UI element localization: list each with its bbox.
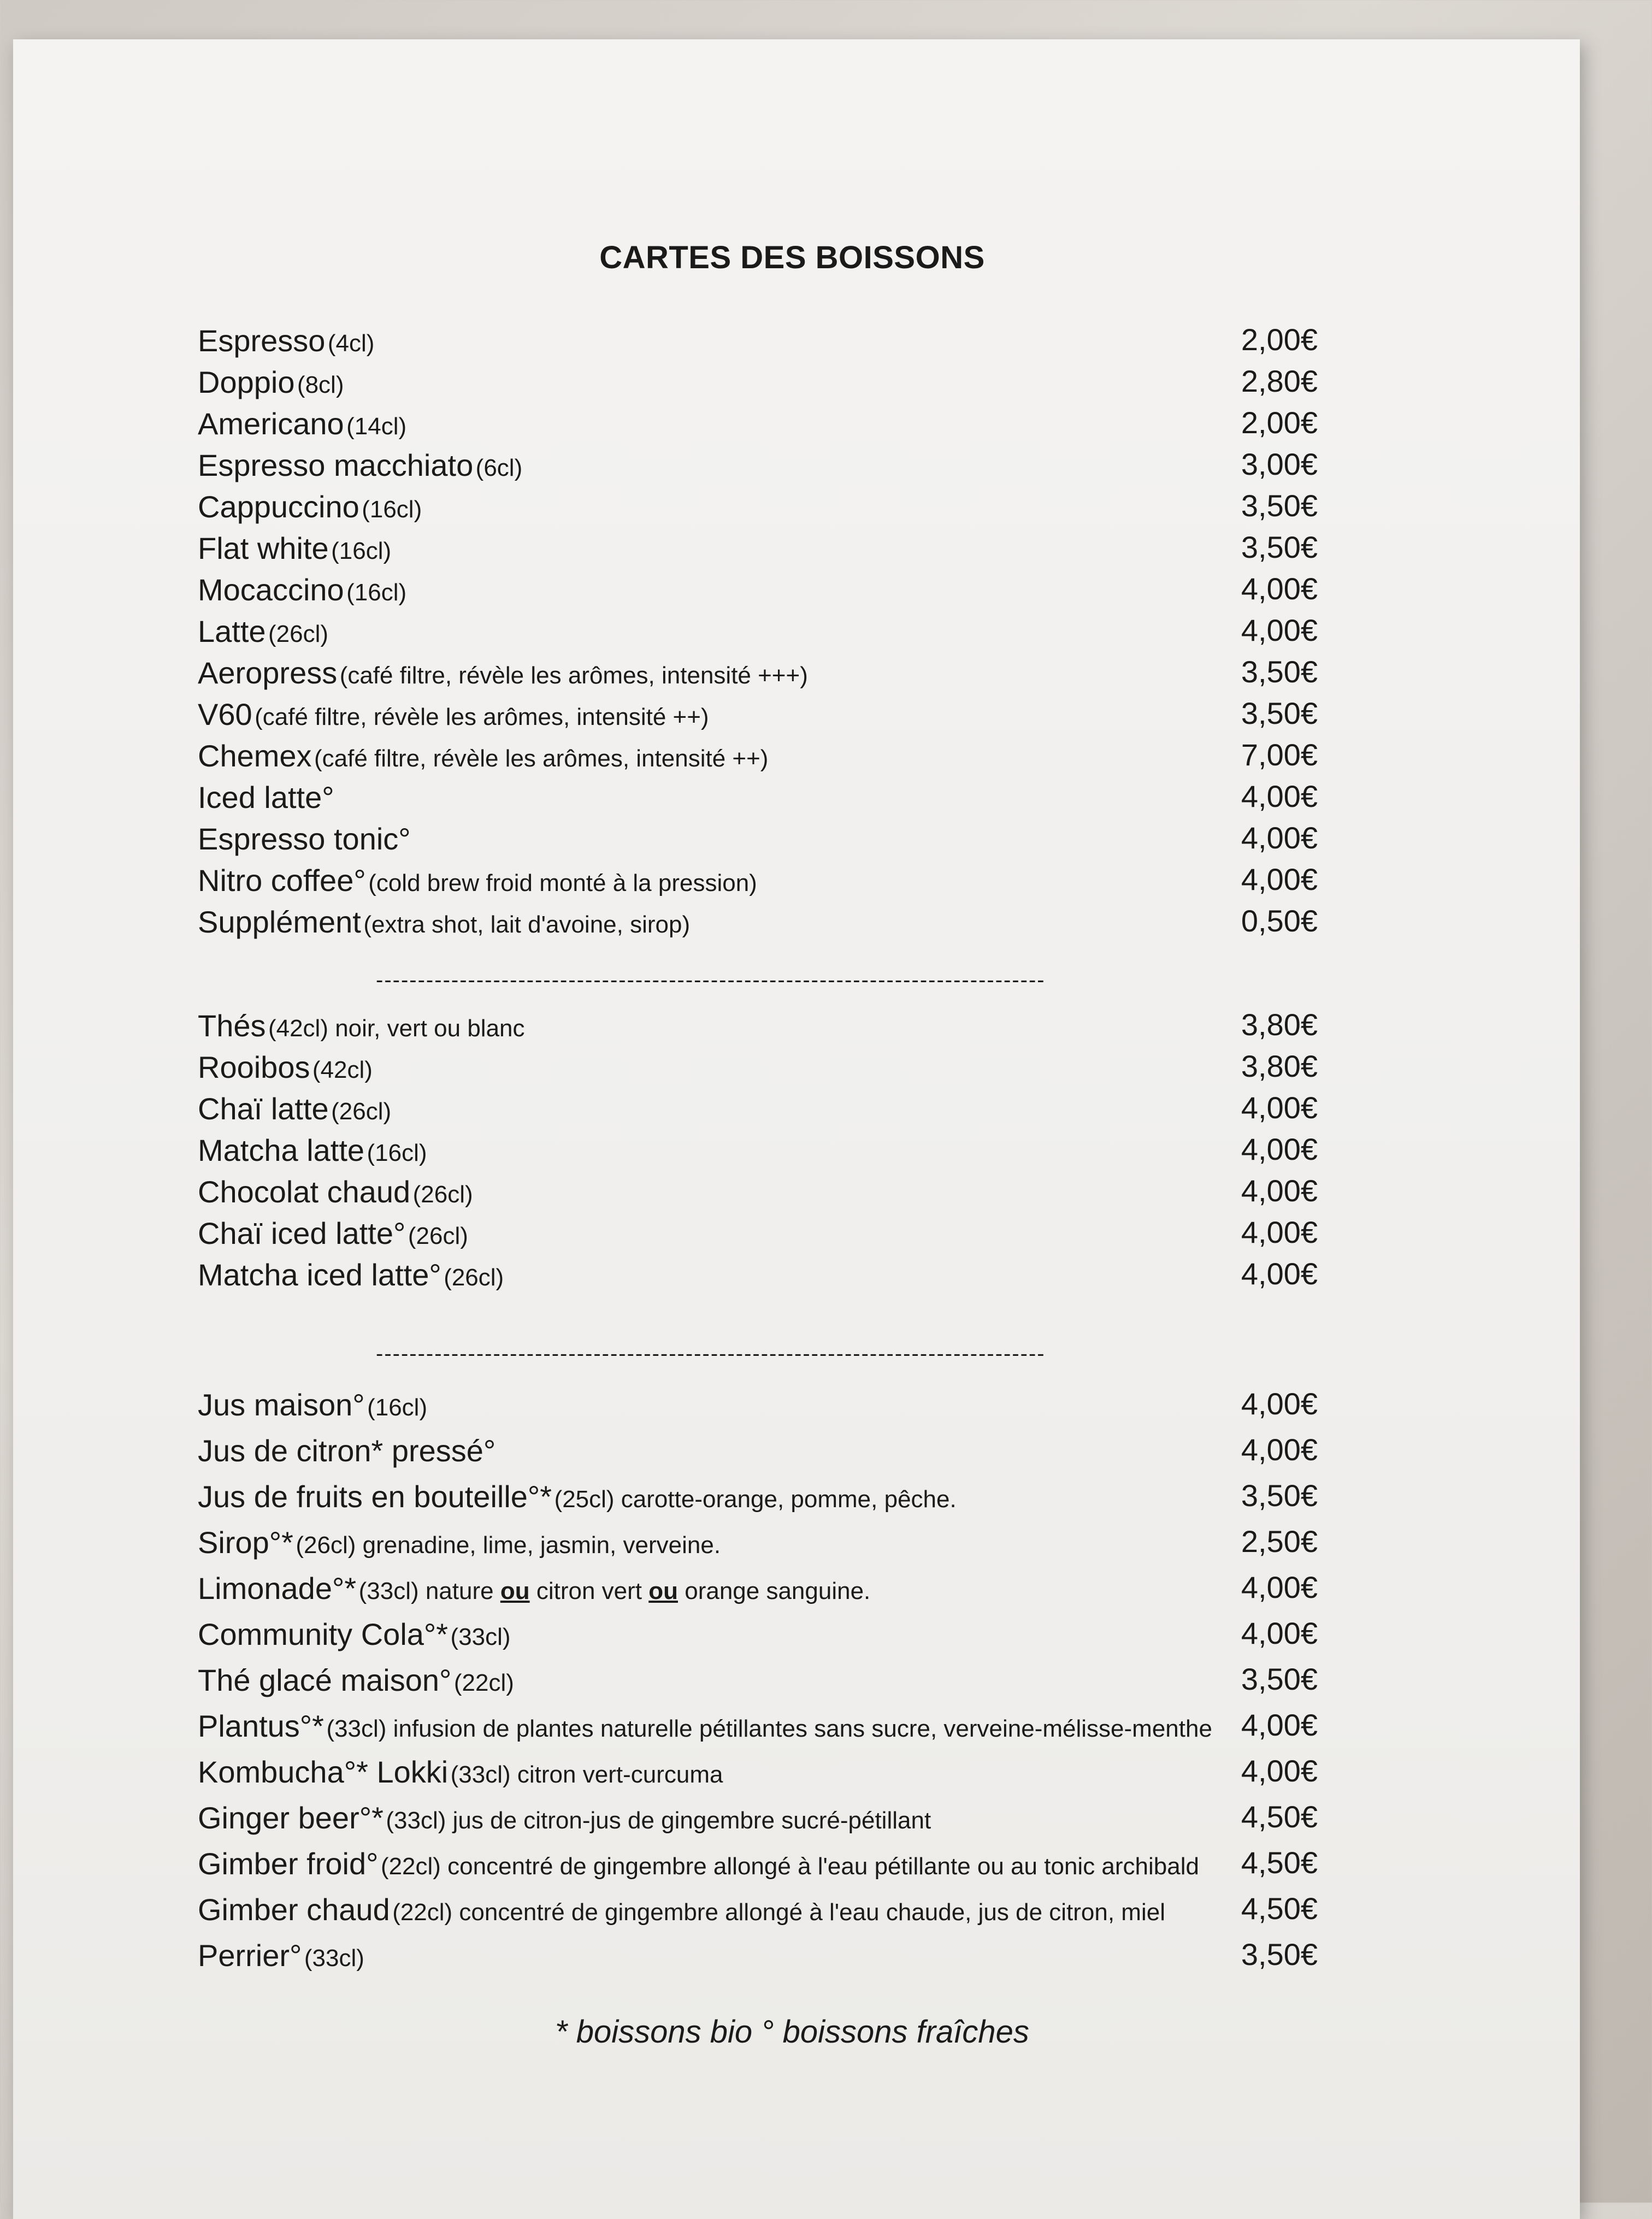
menu-item-name: Jus de fruits en bouteille°* bbox=[198, 1479, 552, 1514]
menu-item-price: 4,00€ bbox=[1241, 1090, 1318, 1125]
menu-item bbox=[198, 320, 1318, 362]
menu-item-name: Thé glacé maison° bbox=[198, 1663, 452, 1697]
menu-item-name: Plantus°* bbox=[198, 1709, 324, 1743]
menu-item bbox=[198, 1005, 1318, 1047]
menu-title: CARTES DES BOISSONS bbox=[599, 240, 985, 275]
menu-item-label bbox=[198, 1892, 1165, 1927]
menu-item-label bbox=[198, 1132, 427, 1168]
menu-item-label bbox=[198, 1008, 525, 1043]
menu-item-price: 3,80€ bbox=[1241, 1007, 1318, 1042]
menu-item bbox=[198, 1793, 1318, 1839]
menu-item-detail: (café filtre, révèle les arômes, intensité +++) bbox=[339, 662, 808, 689]
menu-item-detail: (16cl) bbox=[331, 538, 392, 564]
menu-item bbox=[198, 362, 1318, 403]
menu-item-label bbox=[198, 1938, 364, 1973]
menu-item-detail: (33cl) bbox=[450, 1624, 511, 1650]
menu-item-price: 4,00€ bbox=[1241, 1132, 1318, 1166]
menu-item-label bbox=[198, 1387, 427, 1423]
menu-item-name: Ginger beer°* bbox=[198, 1801, 384, 1835]
menu-item-label bbox=[198, 780, 334, 815]
menu-item-detail: (16cl) bbox=[362, 496, 422, 523]
menu-item bbox=[198, 1472, 1318, 1518]
menu-item-name: Gimber chaud bbox=[198, 1892, 390, 1927]
menu-item-label bbox=[198, 530, 391, 566]
separator-2: -------------------------------------------------------------------------------- bbox=[376, 1342, 1046, 1366]
menu-item-label bbox=[198, 863, 757, 898]
menu-item-price: 2,50€ bbox=[1241, 1524, 1318, 1559]
menu-item-price: 4,00€ bbox=[1241, 571, 1318, 606]
coffee-section bbox=[198, 320, 1318, 943]
menu-item-detail: (cold brew froid monté à la pression) bbox=[368, 870, 757, 896]
menu-item-detail: (8cl) bbox=[297, 371, 344, 398]
menu-item-name: Matcha latte bbox=[198, 1133, 365, 1167]
menu-item-label bbox=[198, 1257, 504, 1293]
menu-item-detail: (16cl) bbox=[346, 579, 407, 606]
menu-item-label bbox=[198, 738, 768, 774]
menu-item-price: 4,00€ bbox=[1241, 1215, 1318, 1249]
menu-item-price: 4,00€ bbox=[1241, 821, 1318, 855]
menu-item-name: Chaï iced latte° bbox=[198, 1216, 406, 1250]
menu-item-name: Limonade°* bbox=[198, 1571, 357, 1606]
menu-item-detail: (6cl) bbox=[475, 455, 523, 481]
menu-item-detail: (16cl) bbox=[367, 1140, 427, 1166]
menu-item bbox=[198, 1171, 1318, 1213]
menu-item-name: Espresso tonic° bbox=[198, 822, 411, 856]
menu-item-label bbox=[198, 821, 411, 857]
menu-item-price: 3,00€ bbox=[1241, 447, 1318, 481]
menu-item-label bbox=[198, 613, 328, 649]
menu-item-label bbox=[198, 1433, 495, 1468]
menu-item-price: 4,00€ bbox=[1241, 613, 1318, 647]
menu-item-detail: (42cl) bbox=[312, 1057, 373, 1083]
menu-item bbox=[198, 1254, 1318, 1296]
menu-item-detail: (33cl) citron vert-curcuma bbox=[450, 1761, 723, 1788]
cold-drinks-section bbox=[198, 1380, 1318, 1976]
menu-item bbox=[198, 652, 1318, 694]
menu-item-name: Doppio bbox=[198, 365, 295, 399]
menu-item bbox=[198, 1655, 1318, 1701]
menu-item bbox=[198, 818, 1318, 860]
menu-item-detail: (26cl) bbox=[268, 621, 329, 647]
menu-item-name: Kombucha°* Lokki bbox=[198, 1755, 449, 1789]
menu-item bbox=[198, 860, 1318, 901]
menu-item-detail: (café filtre, révèle les arômes, intensité ++) bbox=[314, 745, 769, 772]
menu-item-name: Cappuccino bbox=[198, 489, 359, 524]
menu-item-detail: (café filtre, révèle les arômes, intensité ++) bbox=[255, 704, 709, 730]
menu-item-price: 2,00€ bbox=[1241, 405, 1318, 440]
menu-item-name: Perrier° bbox=[198, 1938, 302, 1973]
menu-item bbox=[198, 1885, 1318, 1931]
menu-item bbox=[198, 569, 1318, 611]
footnote: * boissons bio ° boissons fraîches bbox=[555, 2014, 1029, 2050]
menu-item-name: Chemex bbox=[198, 739, 312, 773]
menu-item-detail: (33cl) bbox=[304, 1945, 364, 1972]
menu-item-price: 4,00€ bbox=[1241, 779, 1318, 813]
menu-item-label bbox=[198, 655, 808, 691]
menu-item bbox=[198, 1130, 1318, 1171]
menu-item-price: 4,00€ bbox=[1241, 1616, 1318, 1650]
menu-item-name: Sirop°* bbox=[198, 1525, 293, 1560]
menu-item-price: 3,50€ bbox=[1241, 1937, 1318, 1972]
menu-item-price: 4,50€ bbox=[1241, 1891, 1318, 1926]
menu-item-detail: (4cl) bbox=[327, 330, 375, 357]
menu-item-name: Chaï latte bbox=[198, 1091, 329, 1126]
menu-item-label bbox=[198, 1662, 514, 1698]
menu-item-price: 2,00€ bbox=[1241, 322, 1318, 357]
menu-item-detail: (26cl) bbox=[408, 1223, 468, 1249]
menu-item bbox=[198, 777, 1318, 818]
menu-item-detail: (22cl) concentré de gingembre allongé à l'eau pétillante ou au tonic archibald bbox=[380, 1853, 1199, 1880]
menu-item-label bbox=[198, 1616, 511, 1652]
menu-item-price: 3,80€ bbox=[1241, 1049, 1318, 1083]
menu-item-label bbox=[198, 572, 406, 607]
menu-item-label bbox=[198, 1571, 870, 1606]
menu-item-detail: (22cl) bbox=[453, 1669, 514, 1696]
menu-item-name: Iced latte° bbox=[198, 780, 334, 815]
menu-item bbox=[198, 528, 1318, 569]
menu-item bbox=[198, 611, 1318, 652]
menu-item-price: 4,00€ bbox=[1241, 1570, 1318, 1604]
menu-item bbox=[198, 486, 1318, 528]
menu-item bbox=[198, 1701, 1318, 1747]
menu-item-label bbox=[198, 364, 344, 400]
menu-item-detail: (33cl) infusion de plantes naturelle pétillantes sans sucre, verveine-mélisse-menthe bbox=[326, 1715, 1212, 1742]
menu-item-name: Thés bbox=[198, 1008, 266, 1043]
menu-item-label bbox=[198, 1846, 1199, 1881]
menu-item-detail: (26cl) bbox=[412, 1181, 473, 1208]
menu-item-label bbox=[198, 1754, 723, 1790]
menu-item bbox=[198, 1563, 1318, 1609]
menu-item bbox=[198, 735, 1318, 777]
menu-item-name: Jus de citron* pressé° bbox=[198, 1433, 496, 1468]
menu-item-label bbox=[198, 1708, 1212, 1744]
menu-item-label bbox=[198, 406, 406, 441]
menu-item bbox=[198, 1213, 1318, 1254]
menu-item bbox=[198, 1518, 1318, 1563]
menu-item-detail: (extra shot, lait d'avoine, sirop) bbox=[363, 911, 691, 938]
menu-item-detail: (26cl) bbox=[444, 1264, 504, 1291]
menu-item-price: 4,00€ bbox=[1241, 1256, 1318, 1291]
menu-item-name: Community Cola°* bbox=[198, 1617, 449, 1651]
menu-item bbox=[198, 1747, 1318, 1793]
menu-item-detail: (33cl) nature ou citron vert ou orange sanguine. bbox=[358, 1578, 871, 1604]
menu-item-price: 4,00€ bbox=[1241, 862, 1318, 896]
menu-item-detail: (33cl) jus de citron-jus de gingembre sucré-pétillant bbox=[386, 1807, 931, 1834]
menu-item-label bbox=[198, 489, 422, 524]
menu-item-price: 4,00€ bbox=[1241, 1432, 1318, 1467]
menu-item-price: 4,00€ bbox=[1241, 1173, 1318, 1208]
menu-item-name: Espresso macchiato bbox=[198, 448, 474, 482]
menu-item-label bbox=[198, 697, 709, 732]
menu-item-name: Jus maison° bbox=[198, 1388, 365, 1422]
menu-item-label bbox=[198, 1479, 957, 1514]
menu-item-label bbox=[198, 1091, 391, 1126]
menu-item-name: Gimber froid° bbox=[198, 1846, 379, 1881]
menu-item bbox=[198, 901, 1318, 943]
menu-item-detail: (22cl) concentré de gingembre allongé à l'eau chaude, jus de citron, miel bbox=[392, 1899, 1165, 1926]
menu-item-name: Rooibos bbox=[198, 1050, 310, 1084]
menu-item-label bbox=[198, 1049, 373, 1085]
menu-item-price: 4,00€ bbox=[1241, 1708, 1318, 1742]
menu-item-detail: (42cl) noir, vert ou blanc bbox=[268, 1015, 525, 1042]
menu-item-price: 4,50€ bbox=[1241, 1845, 1318, 1880]
menu-item-price: 3,50€ bbox=[1241, 654, 1318, 689]
menu-item-name: Chocolat chaud bbox=[198, 1175, 411, 1209]
menu-item-name: Nitro coffee° bbox=[198, 863, 366, 898]
menu-item-label bbox=[198, 323, 374, 358]
menu-item-label bbox=[198, 1174, 473, 1209]
menu-item-label bbox=[198, 1215, 468, 1251]
menu-item-name: Mocaccino bbox=[198, 573, 344, 607]
menu-item-detail: (14cl) bbox=[346, 413, 407, 440]
menu-item-label bbox=[198, 447, 522, 483]
menu-item-detail: (26cl) bbox=[331, 1098, 392, 1125]
menu-item bbox=[198, 694, 1318, 735]
menu-item-price: 4,00€ bbox=[1241, 1386, 1318, 1421]
menu-item-price: 3,50€ bbox=[1241, 488, 1318, 523]
menu-item-price: 0,50€ bbox=[1241, 904, 1318, 938]
menu-item-name: V60 bbox=[198, 697, 252, 731]
menu-item-name: Espresso bbox=[198, 323, 326, 358]
menu-item bbox=[198, 403, 1318, 445]
menu-item-detail: (16cl) bbox=[367, 1394, 428, 1421]
menu-item-label bbox=[198, 1525, 721, 1560]
menu-item bbox=[198, 1426, 1318, 1472]
menu-item-name: Supplément bbox=[198, 905, 361, 939]
menu-item-name: Latte bbox=[198, 614, 266, 648]
menu-item-price: 3,50€ bbox=[1241, 1478, 1318, 1513]
menu-item-name: Flat white bbox=[198, 531, 329, 565]
menu-item bbox=[198, 1380, 1318, 1426]
menu-item-detail: (26cl) grenadine, lime, jasmin, verveine. bbox=[296, 1532, 721, 1559]
menu-item-label bbox=[198, 1800, 931, 1836]
menu-item bbox=[198, 1839, 1318, 1885]
menu-item-name: Americano bbox=[198, 406, 344, 441]
separator-1: -------------------------------------------------------------------------------- bbox=[376, 968, 1046, 992]
menu-item-price: 4,50€ bbox=[1241, 1799, 1318, 1834]
menu-item bbox=[198, 1931, 1318, 1976]
menu-item bbox=[198, 445, 1318, 486]
tea-section bbox=[198, 1005, 1318, 1296]
menu-item-price: 4,00€ bbox=[1241, 1754, 1318, 1788]
menu-item-price: 3,50€ bbox=[1241, 696, 1318, 730]
menu-item-price: 3,50€ bbox=[1241, 1662, 1318, 1696]
menu-item-price: 2,80€ bbox=[1241, 364, 1318, 398]
menu-item-name: Aeropress bbox=[198, 656, 338, 690]
menu-item bbox=[198, 1088, 1318, 1130]
menu-item-price: 7,00€ bbox=[1241, 737, 1318, 772]
menu-item-label bbox=[198, 904, 690, 940]
menu-item-price: 3,50€ bbox=[1241, 530, 1318, 564]
menu-item bbox=[198, 1047, 1318, 1088]
menu-item-name: Matcha iced latte° bbox=[198, 1258, 441, 1292]
menu-item bbox=[198, 1609, 1318, 1655]
menu-item-detail: (25cl) carotte-orange, pomme, pêche. bbox=[554, 1486, 957, 1513]
